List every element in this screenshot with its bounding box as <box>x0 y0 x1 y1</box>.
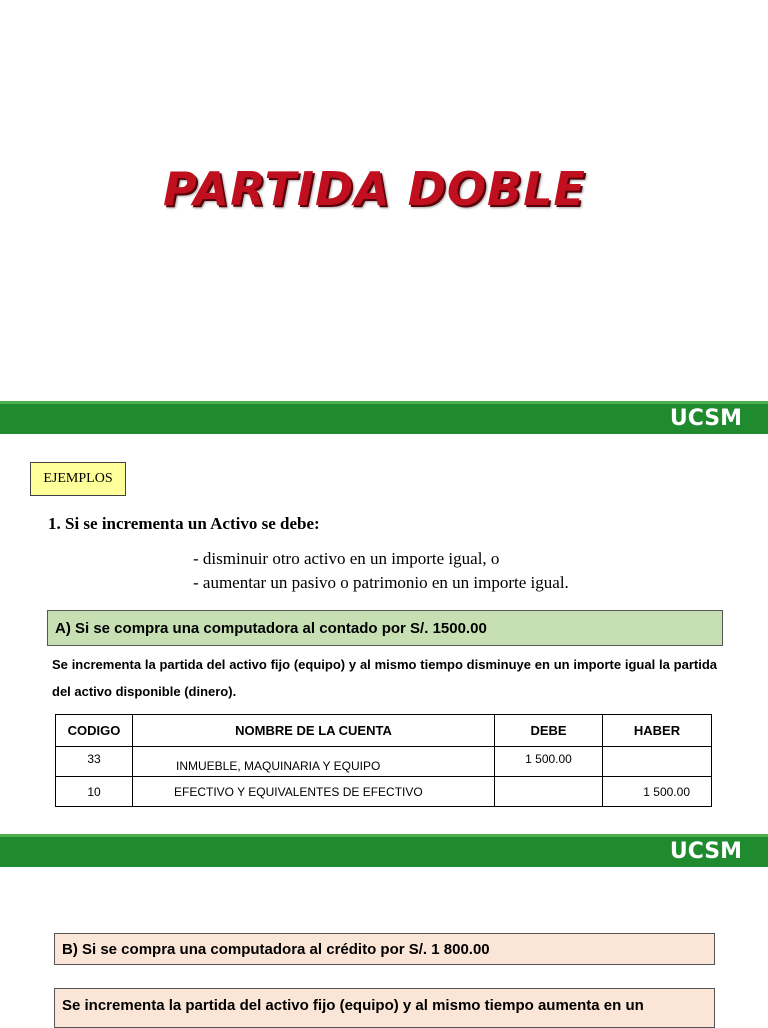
cell-codigo: 33 <box>56 747 133 777</box>
cell-debe: 1 500.00 <box>495 747 603 777</box>
examples-badge: EJEMPLOS <box>30 462 126 496</box>
cell-nombre: INMUEBLE, MAQUINARIA Y EQUIPO <box>133 747 495 777</box>
journal-entry-table <box>55 714 712 807</box>
case-a-explanation: Se incrementa la partida del activo fijo (equipo) y al mismo tiempo disminuye en un importe igual la partida del activo disponible (dinero). <box>52 657 717 699</box>
case-b-box <box>54 933 715 965</box>
cell-nombre: EFECTIVO Y EQUIVALENTES DE EFECTIVO <box>133 777 495 807</box>
rule-option-2: - aumentar un pasivo o patrimonio en un importe igual. <box>193 573 569 592</box>
table-row <box>56 747 712 777</box>
ucsm-logo-text: UCSM <box>669 406 742 431</box>
case-b-explanation: Se incrementa la partida del activo fijo (equipo) y al mismo tiempo aumenta en un <box>62 997 644 1014</box>
ucsm-header-band <box>0 834 768 867</box>
table-header-row <box>56 715 712 747</box>
header-debe: DEBE <box>495 715 603 747</box>
table-row <box>56 777 712 807</box>
cell-haber <box>603 747 712 777</box>
rule-heading: 1. Si se incrementa un Activo se debe: <box>48 514 320 533</box>
header-codigo: CODIGO <box>56 715 133 747</box>
slide-title: PARTIDA DOBLE <box>163 162 586 216</box>
cell-codigo: 10 <box>56 777 133 807</box>
ucsm-logo-text: UCSM <box>669 839 742 864</box>
header-nombre: NOMBRE DE LA CUENTA <box>133 715 495 747</box>
case-b-explanation-box <box>54 988 715 1028</box>
case-b-text: B) Si se compra una computadora al crédito por S/. 1 800.00 <box>62 940 490 958</box>
header-haber: HABER <box>603 715 712 747</box>
case-a-text: A) Si se compra una computadora al contado por S/. 1500.00 <box>55 619 487 637</box>
cell-debe <box>495 777 603 807</box>
case-a-box <box>47 610 723 646</box>
ucsm-header-band <box>0 401 768 434</box>
cell-haber: 1 500.00 <box>603 777 712 807</box>
rule-option-1: - disminuir otro activo en un importe igual, o <box>193 549 500 568</box>
